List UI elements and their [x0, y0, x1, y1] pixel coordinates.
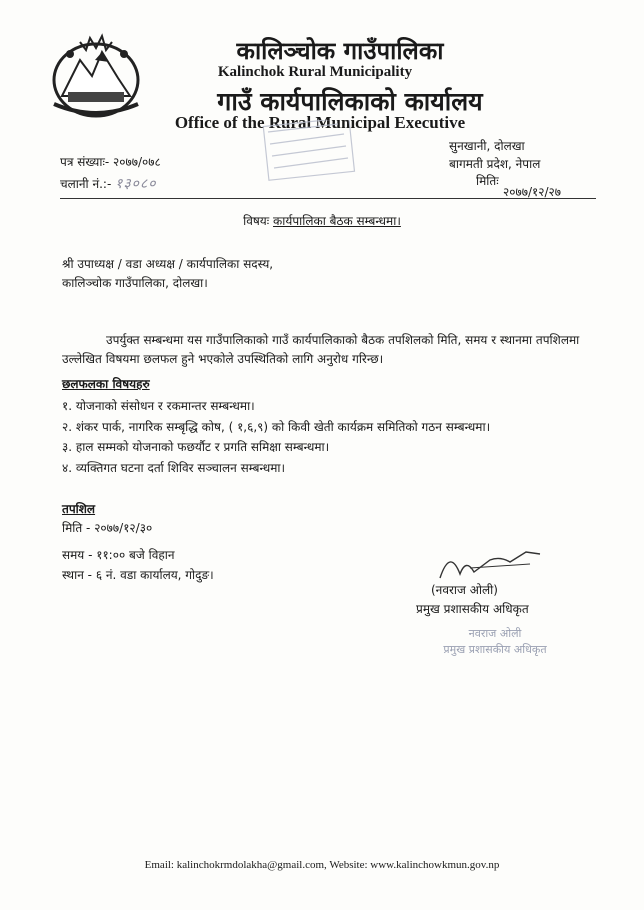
agenda-item: २. शंकर पार्क, नागरिक सम्बृद्धि कोष, ( १,६,९) को किवी खेती कार्यक्रम समितिको गठन सम्बन्धमा।	[62, 420, 491, 434]
office-name-english: Office of the Rural Municipal Executive	[174, 113, 466, 132]
address-line-1: सुनखानी, दोलखा	[449, 139, 525, 153]
municipality-name-english: Kalinchok Rural Municipality	[217, 64, 413, 80]
dispatch-value: १३०८०	[115, 176, 157, 192]
subject-line	[0, 212, 644, 229]
subject-text: कार्यपालिका बैठक सम्बन्धमा।	[273, 214, 401, 228]
signatory-title: प्रमुख प्रशासकीय अधिकृत	[416, 602, 529, 616]
body-line-1: उपर्युक्त सम्बन्धमा यस गाउँपालिकाको गाउँ कार्यपालिकाको बैठक तपशिलको मिति, समय र स्थानमा तपशिलमा	[106, 333, 580, 347]
meeting-place: स्थान - ६ नं. वडा कार्यालय, गोदुङ।	[62, 568, 214, 582]
government-emblem-icon	[40, 30, 152, 122]
footer-contact: Email: kalinchokrmdolakha@gmail.com, Website: www.kalinchowkmun.gov.np	[144, 859, 500, 871]
office-stamp-icon	[258, 120, 358, 182]
address-line-2: बागमती प्रदेश, नेपाल	[449, 157, 541, 171]
stamp-line-1: नवराज ओली	[468, 627, 522, 640]
meeting-date: मिति - २०७७/१२/३०	[62, 521, 153, 535]
date-label: मितिः	[476, 174, 499, 188]
details-heading: तपशिल	[62, 502, 96, 516]
recipient-line-2: कालिञ्चोक गाउँपालिका, दोलखा।	[62, 276, 208, 290]
office-name-nepali: गाउँ कार्यपालिकाको कार्यालय	[217, 87, 483, 116]
agenda-heading: छलफलका विषयहरु	[62, 377, 150, 391]
recipient-line-1: श्री उपाध्यक्ष / वडा अध्यक्ष / कार्यपालिका सदस्य,	[62, 257, 274, 271]
dispatch-label: चलानी नं.:-	[60, 177, 112, 191]
municipality-name-nepali: कालिञ्चोक गाउँपालिका	[236, 37, 444, 65]
agenda-item: १. योजनाको संसोधन र रकमान्तर सम्बन्धमा।	[62, 399, 255, 413]
stamp-line-2: प्रमुख प्रशासकीय अधिकृत	[443, 643, 547, 656]
dispatch-number	[60, 174, 157, 193]
agenda-item: ३. हाल सम्मको योजनाको फछर्यौट र प्रगति समिक्षा सम्बन्धमा।	[62, 440, 330, 454]
meeting-time: समय - ११:०० बजे विहान	[62, 548, 175, 562]
body-line-2: उल्लेखित विषयमा छलफल हुने भएकोले उपस्थितिको लागि अनुरोध गरिन्छ।	[62, 352, 384, 366]
signatory-name: (नवराज ओली)	[431, 583, 498, 597]
subject-label: विषयः	[243, 214, 270, 228]
name-stamp	[425, 622, 565, 664]
agenda-item: ४. व्यक्तिगत घटना दर्ता शिविर सञ्चालन सम्बन्धमा।	[62, 461, 286, 475]
header-divider	[60, 198, 596, 199]
reference-number: पत्र संख्याः- २०७७/०७८	[60, 155, 161, 169]
date-value: २०७७/१२/२७	[503, 185, 562, 199]
